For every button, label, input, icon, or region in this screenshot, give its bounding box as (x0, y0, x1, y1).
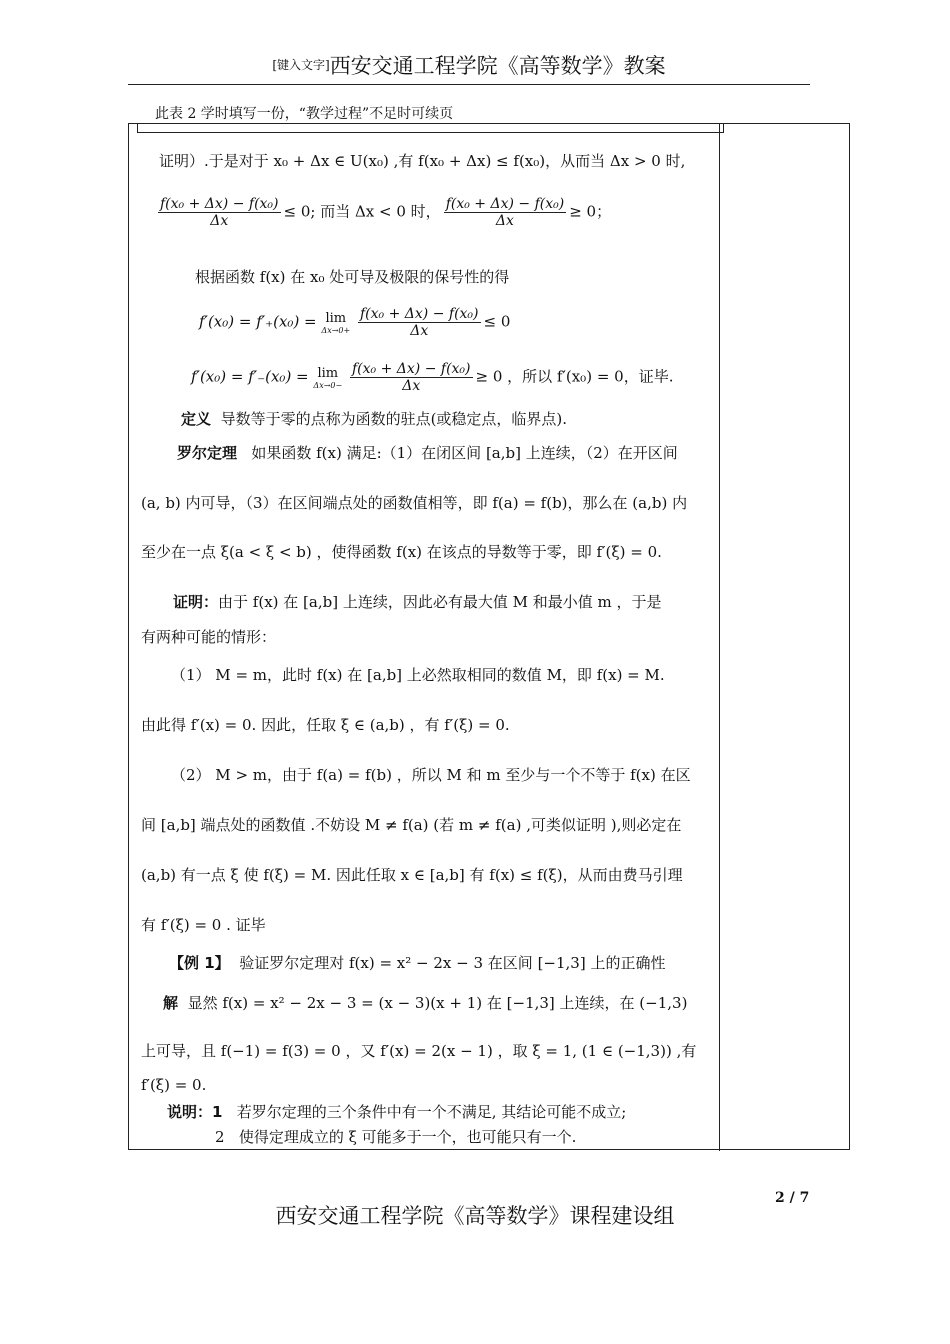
lesson-table (128, 123, 850, 1150)
difference-quotient-2: $\frac{\text{f(x₀ + Δx) − f(x₀)}}{\Delta x}$ (445, 196, 565, 229)
right-derivative-line: f′(x₀) = f′₊(x₀) = lim Δx→0+ $\frac{\text{f(x₀ + Δx) − f(x₀)}}{\Delta x}$ ≤ 0 (199, 306, 511, 339)
case-2-line-c: (a,b) 有一点 ξ 使 f(ξ) = M. 因此任取 x ∈ [a,b] 有 f(x) ≤ f(ξ)，从而由费马引理 (141, 866, 683, 884)
case-2-line-b: 间 [a,b] 端点处的函数值 .不妨设 M ≠ f(a) (若 m ≠ f(a) ,可类似证明 ),则必定在 (141, 816, 682, 834)
rolle-theorem-line-2: (a, b) 内可导，（3）在区间端点处的函数值相等，即 f(a) = f(b)，那么在 (a,b) 内 (141, 494, 688, 512)
rolle-theorem-line-1: 罗尔定理 如果函数 f(x) 满足:（1）在闭区间 [a,b] 上连续，（2）在开区间 (177, 444, 678, 462)
page-footer: 西安交通工程学院《高等数学》课程建设组 (275, 1204, 675, 1228)
proof-intro-line: 证明：由于 f(x) 在 [a,b] 上连续，因此必有最大值 M 和最小值 m ，于是 (173, 593, 662, 611)
solution-line-1: 解 显然 f(x) = x² − 2x − 3 = (x − 3)(x + 1) 在 [−1,3] 上连续，在 (−1,3) (163, 994, 688, 1012)
table-header-row (137, 124, 724, 133)
case-2-line-a: （2） M > m，由于 f(a) = f(b) ，所以 M 和 m 至少与一个不等于 f(x) 在区 (171, 766, 691, 784)
proof-intro-line-2: 有两种可能的情形： (141, 628, 277, 646)
definition-line: 定义 导数等于零的点称为函数的驻点(或稳定点，临界点). (181, 410, 568, 428)
table-note: 此表 2 学时填写一份，“教学过程”不足时可续页 (155, 106, 454, 122)
proof-line-3: 根据函数 f(x) 在 x₀ 处可导及极限的保号性的得 (195, 268, 510, 286)
example-1-line: 【例 1】 验证罗尔定理对 f(x) = x² − 2x − 3 在区间 [−1,3] 上的正确性 (169, 954, 666, 972)
solution-line-2: 上可导，且 f(−1) = f(3) = 0 ，又 f′(x) = 2(x − 1) ，取 ξ = 1, (1 ∈ (−1,3)) ,有 (141, 1042, 697, 1060)
case-1-line-b: 由此得 f′(x) = 0. 因此，任取 ξ ∈ (a,b) ，有 f′(ξ) = 0. (141, 716, 510, 734)
case-1-line-a: （1） M = m，此时 f(x) 在 [a,b] 上必然取相同的数值 M，即 f(x) = M. (171, 666, 665, 684)
case-2-line-d: 有 f′(ξ) = 0 . 证毕 (141, 916, 266, 934)
table-column-divider (719, 124, 720, 1151)
page-number: 2 / 7 (775, 1190, 810, 1206)
rolle-theorem-line-3: 至少在一点 ξ(a < ξ < b) ，使得函数 f(x) 在该点的导数等于零，即 f′(ξ) = 0. (141, 543, 662, 561)
difference-quotient: $\frac{\text{f(x₀ + Δx) − f(x₀)}}{\Delta x}$ (160, 196, 279, 229)
remark-line-2: 2 使得定理成立的 ξ 可能多于一个，也可能只有一个. (215, 1128, 577, 1146)
page-header (128, 50, 810, 85)
header-prefix: [键入文字] (272, 58, 330, 72)
remark-line-1: 说明：1 若罗尔定理的三个条件中有一个不满足, 其结论可能不成立; (167, 1103, 627, 1121)
header-title: 西安交通工程学院《高等数学》教案 (329, 54, 666, 78)
left-derivative-line: f′(x₀) = f′₋(x₀) = lim Δx→0− $\frac{\text{f(x₀ + Δx) − f(x₀)}}{\Delta x}$ ≥ 0 ，所以 f′(x₀) = 0，证毕. (191, 361, 674, 394)
proof-line-2: $\frac{\text{f(x₀ + Δx) − f(x₀)}}{\Delta x}$ ≤ 0; 而当 Δx < 0 时， $\frac{\text{f(x₀ + Δx) − f(x₀)}}{\Delta x}$ ≥ 0； (160, 196, 612, 229)
solution-line-3: f′(ξ) = 0. (141, 1076, 207, 1094)
proof-line-1: 证明）.于是对于 x₀ + Δx ∈ U(x₀) ,有 f(x₀ + Δx) ≤ f(x₀)，从而当 Δx > 0 时, (159, 152, 686, 170)
